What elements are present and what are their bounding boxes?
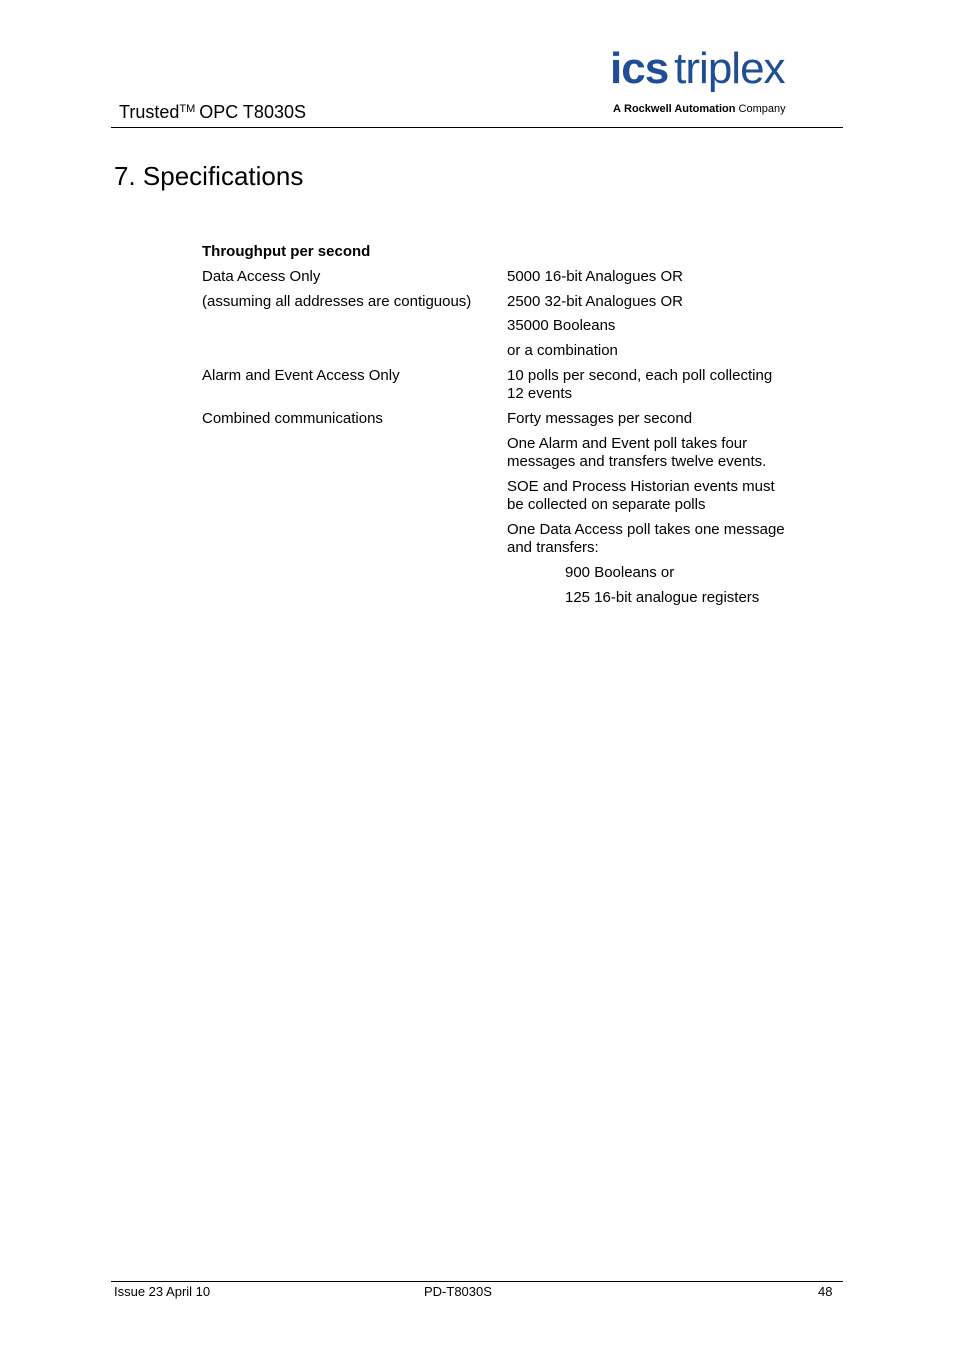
logo-ics: ics [610, 44, 669, 93]
section-title: 7. Specifications [114, 161, 304, 191]
alarm-event-label: Alarm and Event Access Only [202, 367, 400, 384]
title-suffix: OPC T8030S [199, 102, 306, 122]
combined-value: Forty messages per second [507, 410, 693, 427]
footer-divider [111, 1281, 843, 1282]
throughput-heading: Throughput per second [202, 243, 371, 260]
footer-doc-id: PD-T8030S [424, 1284, 492, 1299]
document-title [119, 99, 306, 128]
title-prefix: Trusted [119, 102, 180, 122]
data-access-label: Data Access Only [202, 268, 321, 285]
combined-label: Combined communications [202, 410, 383, 427]
combined-value: One Data Access poll takes one message [507, 521, 785, 538]
logo-tagline [613, 103, 786, 116]
header-divider [111, 127, 843, 128]
combined-sub-value: 900 Booleans or [565, 564, 675, 581]
logo-triplex: triplex [674, 44, 785, 93]
combined-value: messages and transfers twelve events. [507, 453, 767, 470]
combined-sub-value: 125 16-bit analogue registers [565, 589, 760, 606]
logo-wordmark [610, 42, 785, 96]
ics-triplex-logo [610, 42, 844, 122]
tagline-brand: Rockwell Automation [624, 103, 736, 115]
tagline-company: Company [738, 103, 786, 115]
combined-value: be collected on separate polls [507, 496, 706, 513]
tagline-a: A [613, 103, 621, 115]
data-access-note: (assuming all addresses are contiguous) [202, 293, 472, 310]
combined-value: and transfers: [507, 539, 599, 556]
data-access-value: 5000 16-bit Analogues OR [507, 268, 683, 285]
combined-value: One Alarm and Event poll takes four [507, 435, 748, 452]
alarm-event-value: 12 events [507, 385, 573, 402]
alarm-event-value: 10 polls per second, each poll collecting [507, 367, 773, 384]
data-access-value: or a combination [507, 342, 618, 359]
combined-value: SOE and Process Historian events must [507, 478, 775, 495]
data-access-value: 35000 Booleans [507, 317, 616, 334]
trademark-superscript: TM [179, 103, 196, 115]
data-access-value: 2500 32-bit Analogues OR [507, 293, 683, 310]
footer-issue: Issue 23 April 10 [114, 1284, 211, 1299]
footer-page-number: 48 [818, 1284, 833, 1299]
